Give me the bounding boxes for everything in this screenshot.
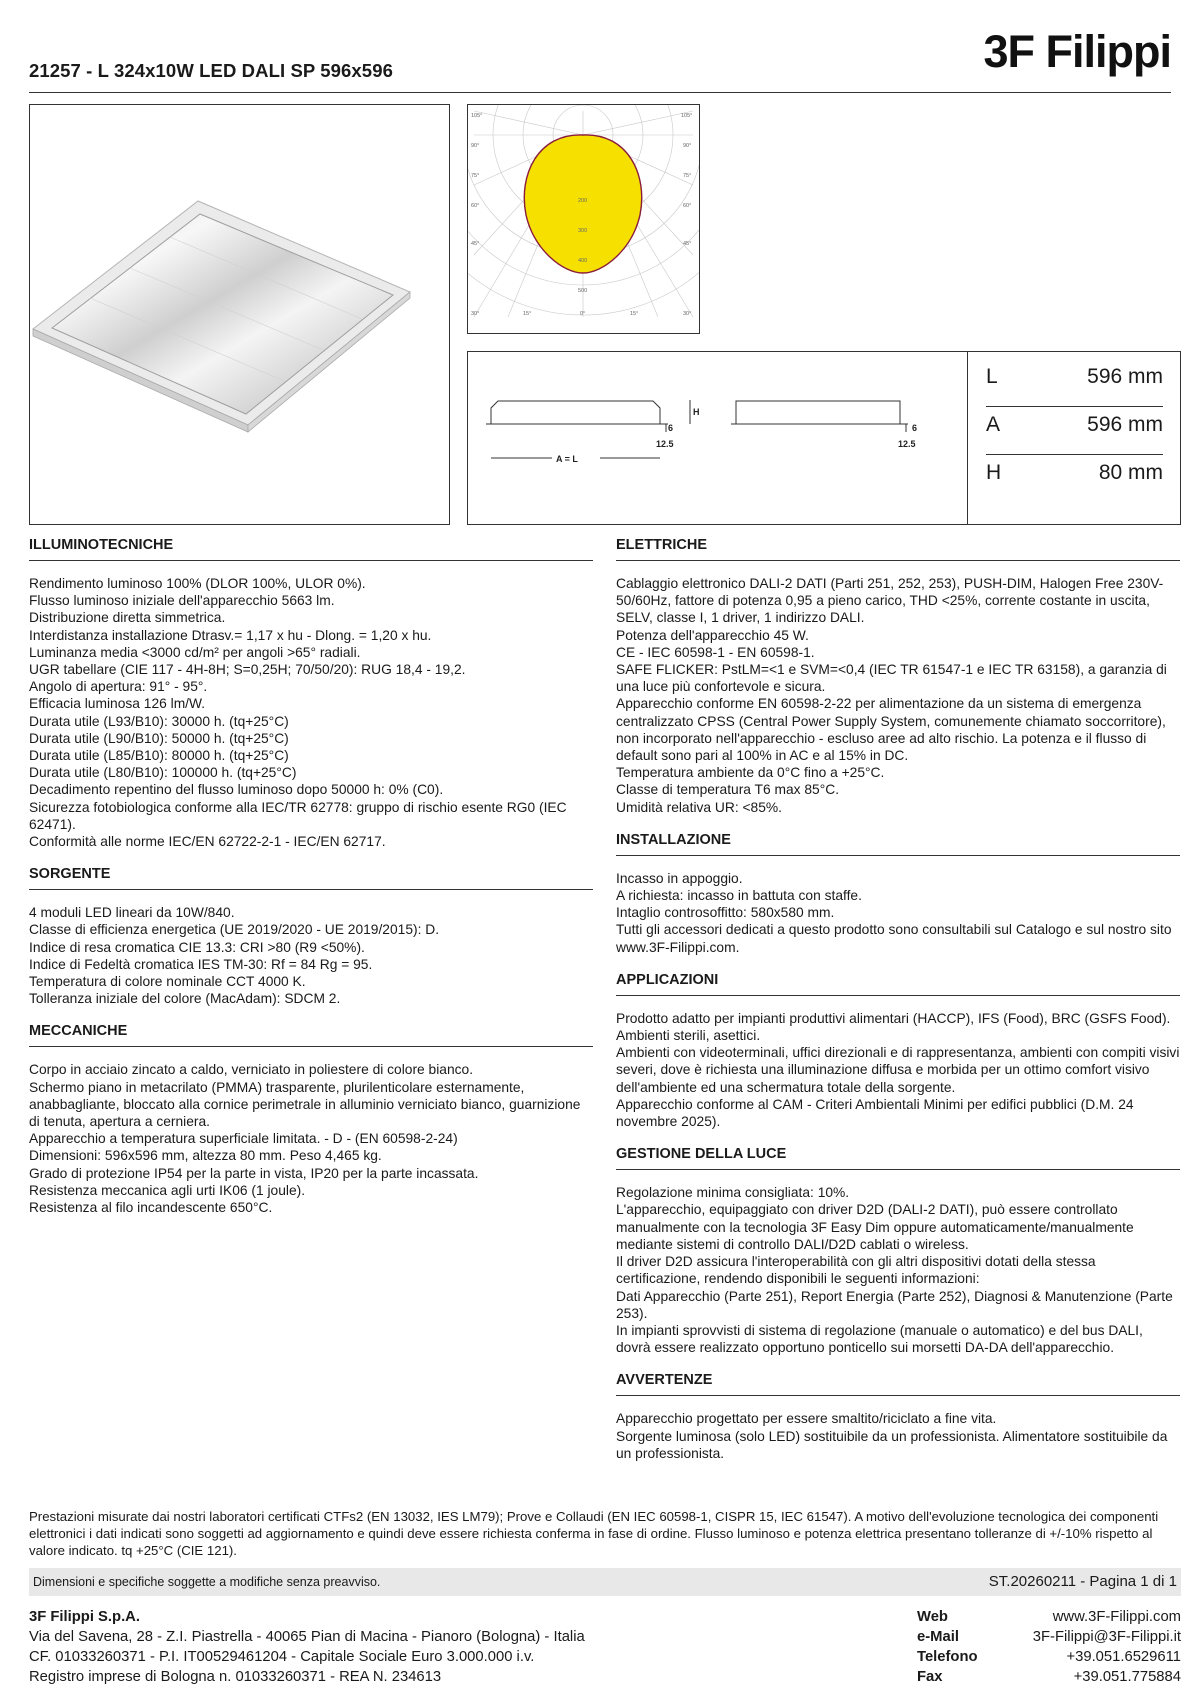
contact-row-fax [917,1667,1181,1687]
angle-label: 30° [683,311,692,317]
product-image-box [29,104,450,525]
spec-line: Durata utile (L93/B10): 30000 h. (tq+25°C) [29,713,289,729]
right-column [616,537,1180,1462]
spec-line: Tolleranza iniziale del colore (MacAdam): SDCM 2. [29,991,341,1007]
brand-logo: 3F Filippi [983,26,1171,77]
section-heading: MECCANICHE [29,1023,593,1047]
section-body [616,870,1180,956]
radial-label: 400 [578,258,588,264]
angle-label: 45° [471,241,480,247]
company-fiscal: CF. 01033260371 - P.I. IT00529461204 - Capitale Sociale Euro 3.000.000 i.v. [29,1649,535,1665]
email-link[interactable]: 3F-Filippi@3F-Filippi.it [1032,1629,1181,1645]
spec-line: Resistenza meccanica agli urti IK06 (1 joule). [29,1182,306,1198]
dimension-value: 80 mm [1098,461,1163,484]
section-body [29,904,593,1007]
contact-key: e-Mail [917,1629,959,1645]
spec-line: Tutti gli accessori dedicati a questo prodotto sono consultabili sul Catalogo e sul nostro sito www.3F-Filippi.com. [616,922,1172,955]
spec-line: Classe di efficienza energetica (UE 2019/2020 - UE 2019/2015): D. [29,922,440,938]
company-info [29,1607,585,1687]
spec-line: Conformità alle norme IEC/EN 62722-2-1 - IEC/EN 62717. [29,834,386,850]
section-meccaniche [29,1023,593,1216]
spec-line: Angolo di apertura: 91° - 95°. [29,679,208,695]
spec-line: Umidità relativa UR: <85%. [616,799,783,815]
spec-line: Flusso luminoso iniziale dell'apparecchio 5663 lm. [29,593,335,609]
website-link[interactable]: www.3F-Filippi.com [1052,1609,1181,1625]
angle-label: 105° [681,113,693,119]
dim-a-equals-l: A = L [556,454,578,464]
section-body [616,1410,1180,1462]
angle-label: 90° [471,143,480,149]
document-reference: ST.20260211 - Pagina 1 di 1 [988,1573,1177,1590]
dimension-row-h [986,447,1163,495]
disclaimer: Dimensioni e specifiche soggette a modifiche senza preavviso. [33,1575,381,1589]
section-avvertenze [616,1372,1180,1462]
angle-label: 75° [683,173,692,179]
spec-line: 4 moduli LED lineari da 10W/840. [29,905,235,921]
section-body [29,1061,593,1216]
dim-12-5-right: 12.5 [898,439,916,449]
section-heading: ELETTRICHE [616,537,1180,561]
dimension-key: H [986,461,1002,484]
angle-label: 45° [683,241,692,247]
contact-key: Telefono [917,1649,978,1665]
spec-line: Efficacia luminosa 126 lm/W. [29,696,206,712]
left-column [29,537,593,1216]
spec-line: Apparecchio progettato per essere smaltito/riciclato a fine vita. [616,1411,997,1427]
spec-line: Regolazione minima consigliata: 10%. [616,1185,850,1201]
contact-key: Fax [917,1669,943,1685]
section-elettriche [616,537,1180,816]
angle-label: 0° [580,311,586,317]
spec-line: Prodotto adatto per impianti produttivi alimentari (HACCP), IFS (Food), BRC (GSFS Food). [616,1010,1171,1026]
radial-label: 300 [578,228,588,234]
section-heading: ILLUMINOTECNICHE [29,537,593,561]
dim-h-label: H [693,407,700,417]
section-illuminotecniche [29,537,593,850]
dimension-value: 596 mm [1087,413,1163,436]
spec-line: Ambienti sterili, asettici. [616,1028,761,1044]
angle-label: 60° [471,203,480,209]
section-heading: GESTIONE DELLA LUCE [616,1146,1180,1170]
section-installazione [616,832,1180,956]
spec-line: Temperatura di colore nominale CCT 4000 K. [29,974,306,990]
spec-line: SAFE FLICKER: PstLM=<1 e SVM=<0,4 (IEC TR 61547-1 e IEC TR 63158), a garanzia di una luce più confortevole e sicura. [616,662,1167,695]
spec-line: Dati Apparecchio (Parte 251), Report Energia (Parte 252), Diagnosi & Manutenzione (Parte 253). [616,1288,1173,1321]
angle-label: 60° [683,203,692,209]
dimension-row-a [986,399,1163,447]
angle-label: 105° [471,113,483,119]
spec-line: Il driver D2D assicura l'interoperabilità con gli altri dispositivi dotati della stessa certificazione, rendendo disponibili le seguenti informazioni: [616,1254,1096,1287]
spec-line: Corpo in acciaio zincato a caldo, verniciato in poliestere di colore bianco. [29,1062,474,1078]
dimension-row-l [986,351,1163,399]
spec-line: Grado di protezione IP54 per la parte in vista, IP20 per la parte incassata. [29,1165,479,1181]
spec-line: A richiesta: incasso in battuta con staffe. [616,888,862,904]
spec-line: Resistenza al filo incandescente 650°C. [29,1200,273,1216]
spec-line: Dimensioni: 596x596 mm, altezza 80 mm. Peso 4,465 kg. [29,1148,382,1164]
dim-6-right: 6 [912,423,918,433]
contact-row-web [917,1607,1181,1627]
spec-line: Apparecchio a temperatura superficiale limitata. - D - (EN 60598-2-24) [29,1131,458,1147]
spec-line: Decadimento repentino del flusso luminoso dopo 50000 h: 0% (C0). [29,782,444,798]
phone-number: +39.051.6529611 [1066,1649,1181,1665]
radial-label: 500 [578,288,588,294]
spec-line: Temperatura ambiente da 0°C fino a +25°C. [616,765,885,781]
photometric-polar-diagram [468,105,699,333]
dimension-value: 596 mm [1087,365,1163,388]
company-name: 3F Filippi S.p.A. [29,1609,140,1625]
angle-label: 15° [630,311,639,317]
technical-drawing [468,352,966,524]
section-heading: INSTALLAZIONE [616,832,1180,856]
dimension-key: A [986,413,1001,436]
angle-label: 30° [471,311,480,317]
product-image [30,105,449,524]
spec-line: Durata utile (L85/B10): 80000 h. (tq+25°C) [29,748,289,764]
contact-key: Web [917,1609,948,1625]
spec-line: Cablaggio elettronico DALI-2 DATI (Parti 251, 252, 253), PUSH-DIM, Halogen Free 230V-50/60Hz, fattore di potenza 0,95 a pieno carico, THD <25%, corrente costante in uscita, SELV, classe I, 1 driver, 1 indirizzo DALI. [616,576,1164,626]
spec-line: Apparecchio conforme EN 60598-2-22 per alimentazione da un sistema di emergenza centralizzato CPSS (Central Power Supply System, comunemente chiamato soccorritore), non incorporato nell'apparecchio - escluso aree ad alto rischio. La potenza e il flusso di default sono pari al 100% in AC e al 15% in DC. [616,696,1166,764]
section-body [616,575,1180,816]
spec-line: Sicurezza fotobiologica conforme alla IEC/TR 62778: gruppo di rischio esente RG0 (IEC 62471). [29,799,567,832]
section-applicazioni [616,972,1180,1130]
section-body [616,1184,1180,1356]
angle-label: 15° [523,311,532,317]
spec-line: Interdistanza installazione Dtrasv.= 1,17 x hu - Dlong. = 1,20 x hu. [29,627,432,643]
company-address: Via del Savena, 28 - Z.I. Piastrella - 40065 Pian di Macina - Pianoro (Bologna) - Italia [29,1629,585,1645]
dimension-key: L [986,365,998,388]
header-divider [29,92,1171,93]
angle-label: 75° [471,173,480,179]
spec-line: CE - IEC 60598-1 - EN 60598-1. [616,644,815,660]
polar-diagram-box [467,104,700,334]
section-gestione-della-luce [616,1146,1180,1356]
spec-line: Luminanza media <3000 cd/m² per angoli >65° radiali. [29,644,361,660]
section-sorgente [29,866,593,1007]
angle-label: 90° [683,143,692,149]
fax-number: +39.051.775884 [1073,1669,1181,1685]
product-title: 21257 - L 324x10W LED DALI SP 596x596 [29,60,393,81]
performance-note: Prestazioni misurate dai nostri laboratori certificati CTFs2 (EN 13032, IES LM79); Prove e Collaudi (EN IEC 60598-1, CISPR 15, IEC 61547). A motivo dell'evoluzione tecnologica dei componenti elettronici i dati indicati sono soggetti ad aggiornamento e quindi deve essere richiesta conferma in fase di ordine. Flusso luminoso e potenza elettrica presentano tolleranze di +/-10% rispetto al valore indicato. tq +25°C (CIE 121). [29,1509,1159,1558]
contact-row-email [917,1627,1181,1647]
spec-line: Intaglio controsoffitto: 580x580 mm. [616,905,835,921]
spec-line: Classe di temperatura T6 max 85°C. [616,782,840,798]
spec-line: Ambienti con videoterminali, uffici direzionali e di rappresentanza, ambienti con compiti visivi severi, dove è richiesta una illuminazione diffusa e morbida per un ottimo comfort visivo dell'ambiente ed una schermatura totale della sorgente. [616,1045,1180,1095]
section-heading: AVVERTENZE [616,1372,1180,1396]
spec-line: Incasso in appoggio. [616,870,743,886]
spec-line: Indice di resa cromatica CIE 13.3: CRI >80 (R9 <50%). [29,939,365,955]
section-body [616,1010,1180,1130]
spec-line: L'apparecchio, equipaggiato con driver D2D (DALI-2 DATI), può essere controllato manualmente con la tecnologia 3F Easy Dim oppure automaticamente/manualmente mediante sistemi di controllo DALI/D2D cablati o wireless. [616,1202,1134,1252]
spec-line: UGR tabellare (CIE 117 - 4H-8H; S=0,25H; 70/50/20): RUG 18,4 - 19,2. [29,662,466,678]
spec-line: Apparecchio conforme al CAM - Criteri Ambientali Minimi per edifici pubblici (D.M. 24 novembre 2025). [616,1096,1134,1130]
spec-line: Indice di Fedeltà cromatica IES TM-30: Rf = 84 Rg = 95. [29,956,373,972]
spec-line: Sorgente luminosa (solo LED) sostituibile da un professionista. Alimentatore sostituibile da un professionista. [616,1428,1168,1461]
contact-row-phone [917,1647,1181,1667]
section-body [29,575,593,850]
dim-6-left: 6 [668,423,674,433]
spec-line: Durata utile (L80/B10): 100000 h. (tq+25°C) [29,765,297,781]
spec-line: In impianti sprovvisti di sistema di regolazione (manuale o automatico) e del bus DALI, dovrà essere realizzato opportuno ponticello sui morsetti DA-DA dell'apparecchio. [616,1322,1143,1356]
company-register: Registro imprese di Bologna n. 01033260371 - REA N. 234613 [29,1669,442,1685]
spec-line: Potenza dell'apparecchio 45 W. [616,627,809,643]
spec-line: Rendimento luminoso 100% (DLOR 100%, ULOR 0%). [29,576,366,591]
section-heading: SORGENTE [29,866,593,890]
footer-bar [29,1568,1181,1596]
section-heading: APPLICAZIONI [616,972,1180,996]
spec-line: Schermo piano in metacrilato (PMMA) trasparente, plurilenticolare esternamente, anabbagliante, bloccato alla cornice perimetrale in alluminio verniciato bianco, guarnizione di tenuta, apertura a cerniera. [29,1079,581,1130]
spec-line: Distribuzione diretta simmetrica. [29,610,226,626]
radial-label: 200 [578,198,588,204]
spec-line: Durata utile (L90/B10): 50000 h. (tq+25°C) [29,730,289,746]
dim-12-5-left: 12.5 [656,439,674,449]
contacts-block [917,1607,1181,1687]
dimensions-table [967,351,1181,525]
